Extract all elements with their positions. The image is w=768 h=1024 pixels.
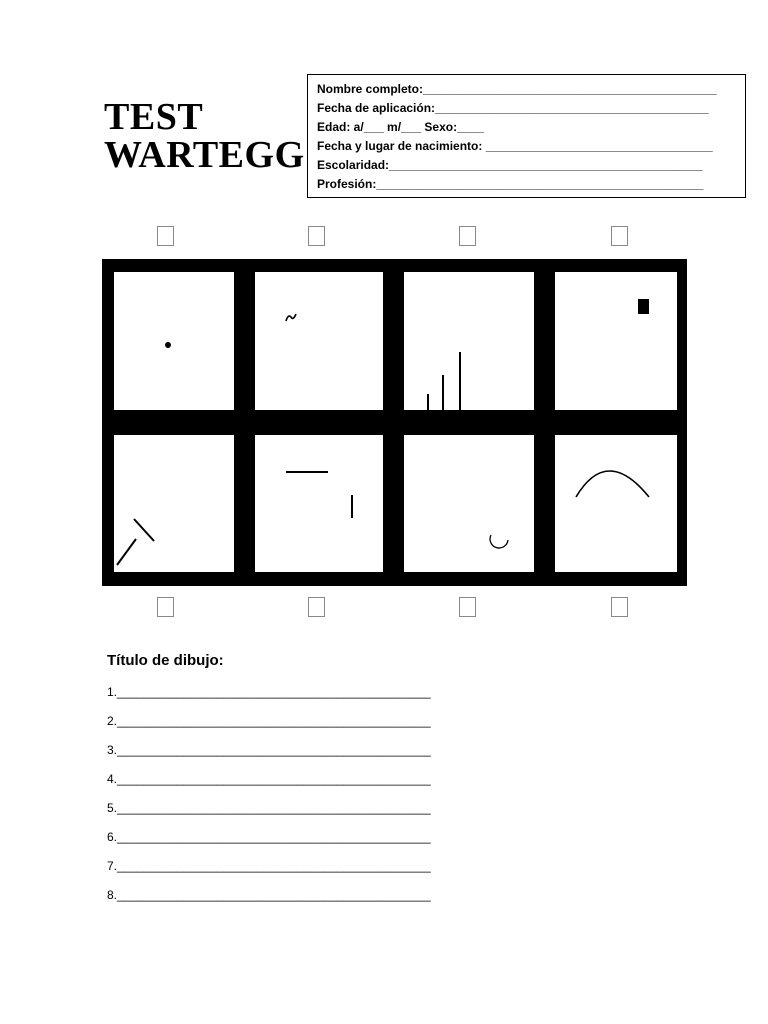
info-age-sex[interactable]: Edad: a/___ m/___ Sexo:____ [317, 120, 484, 134]
drawing-title-line-1[interactable]: 1._______________________________________________ [107, 685, 431, 699]
checkbox-top-1[interactable] [157, 226, 174, 246]
drawing-cell-2[interactable] [255, 272, 383, 410]
drawing-title-line-8[interactable]: 8._______________________________________________ [107, 888, 431, 902]
info-application-date[interactable]: Fecha de aplicación:_________________________________________ [317, 101, 709, 115]
checkbox-top-2[interactable] [308, 226, 325, 246]
drawing-cell-6[interactable] [255, 435, 383, 572]
checkbox-bottom-2[interactable] [308, 597, 325, 617]
drawing-cell-8[interactable] [555, 435, 677, 572]
drawing-title-line-2[interactable]: 2._______________________________________________ [107, 714, 431, 728]
drawing-cell-5[interactable] [114, 435, 234, 572]
stimulus-large-arc-icon [555, 435, 677, 572]
checkbox-bottom-4[interactable] [611, 597, 628, 617]
info-birth-date-place[interactable]: Fecha y lugar de nacimiento: __________________________________ [317, 139, 713, 153]
stimulus-small-arc-icon [404, 435, 534, 572]
checkbox-top-3[interactable] [459, 226, 476, 246]
test-title [104, 98, 305, 174]
title-line-test: TEST [104, 96, 204, 138]
stimulus-diagonal-lines-icon [114, 435, 234, 572]
info-profession[interactable]: Profesión:_________________________________________________ [317, 177, 704, 191]
checkbox-bottom-1[interactable] [157, 597, 174, 617]
checkbox-bottom-3[interactable] [459, 597, 476, 617]
stimulus-ascending-lines-icon [404, 272, 534, 410]
drawing-cell-1[interactable] [114, 272, 234, 410]
drawing-titles-heading: Título de dibujo: [107, 652, 224, 669]
drawing-title-line-4[interactable]: 4._______________________________________________ [107, 772, 431, 786]
title-line-wartegg: WARTEGG [104, 134, 305, 176]
info-full-name[interactable]: Nombre completo:____________________________________________ [317, 82, 717, 96]
stimulus-tilde-icon [255, 272, 383, 410]
drawing-grid [102, 259, 687, 586]
personal-info-box [307, 74, 746, 198]
drawing-title-line-3[interactable]: 3._______________________________________________ [107, 743, 431, 757]
drawing-title-line-6[interactable]: 6._______________________________________________ [107, 830, 431, 844]
stimulus-perpendicular-lines-icon [255, 435, 383, 572]
drawing-title-line-7[interactable]: 7._______________________________________________ [107, 859, 431, 873]
drawing-title-line-5[interactable]: 5._______________________________________________ [107, 801, 431, 815]
info-schooling[interactable]: Escolaridad:_______________________________________________ [317, 158, 703, 172]
stimulus-dot-icon [114, 272, 234, 410]
drawing-cell-7[interactable] [404, 435, 534, 572]
checkbox-top-4[interactable] [611, 226, 628, 246]
stimulus-black-square-icon [555, 272, 677, 410]
drawing-cell-3[interactable] [404, 272, 534, 410]
drawing-cell-4[interactable] [555, 272, 677, 410]
